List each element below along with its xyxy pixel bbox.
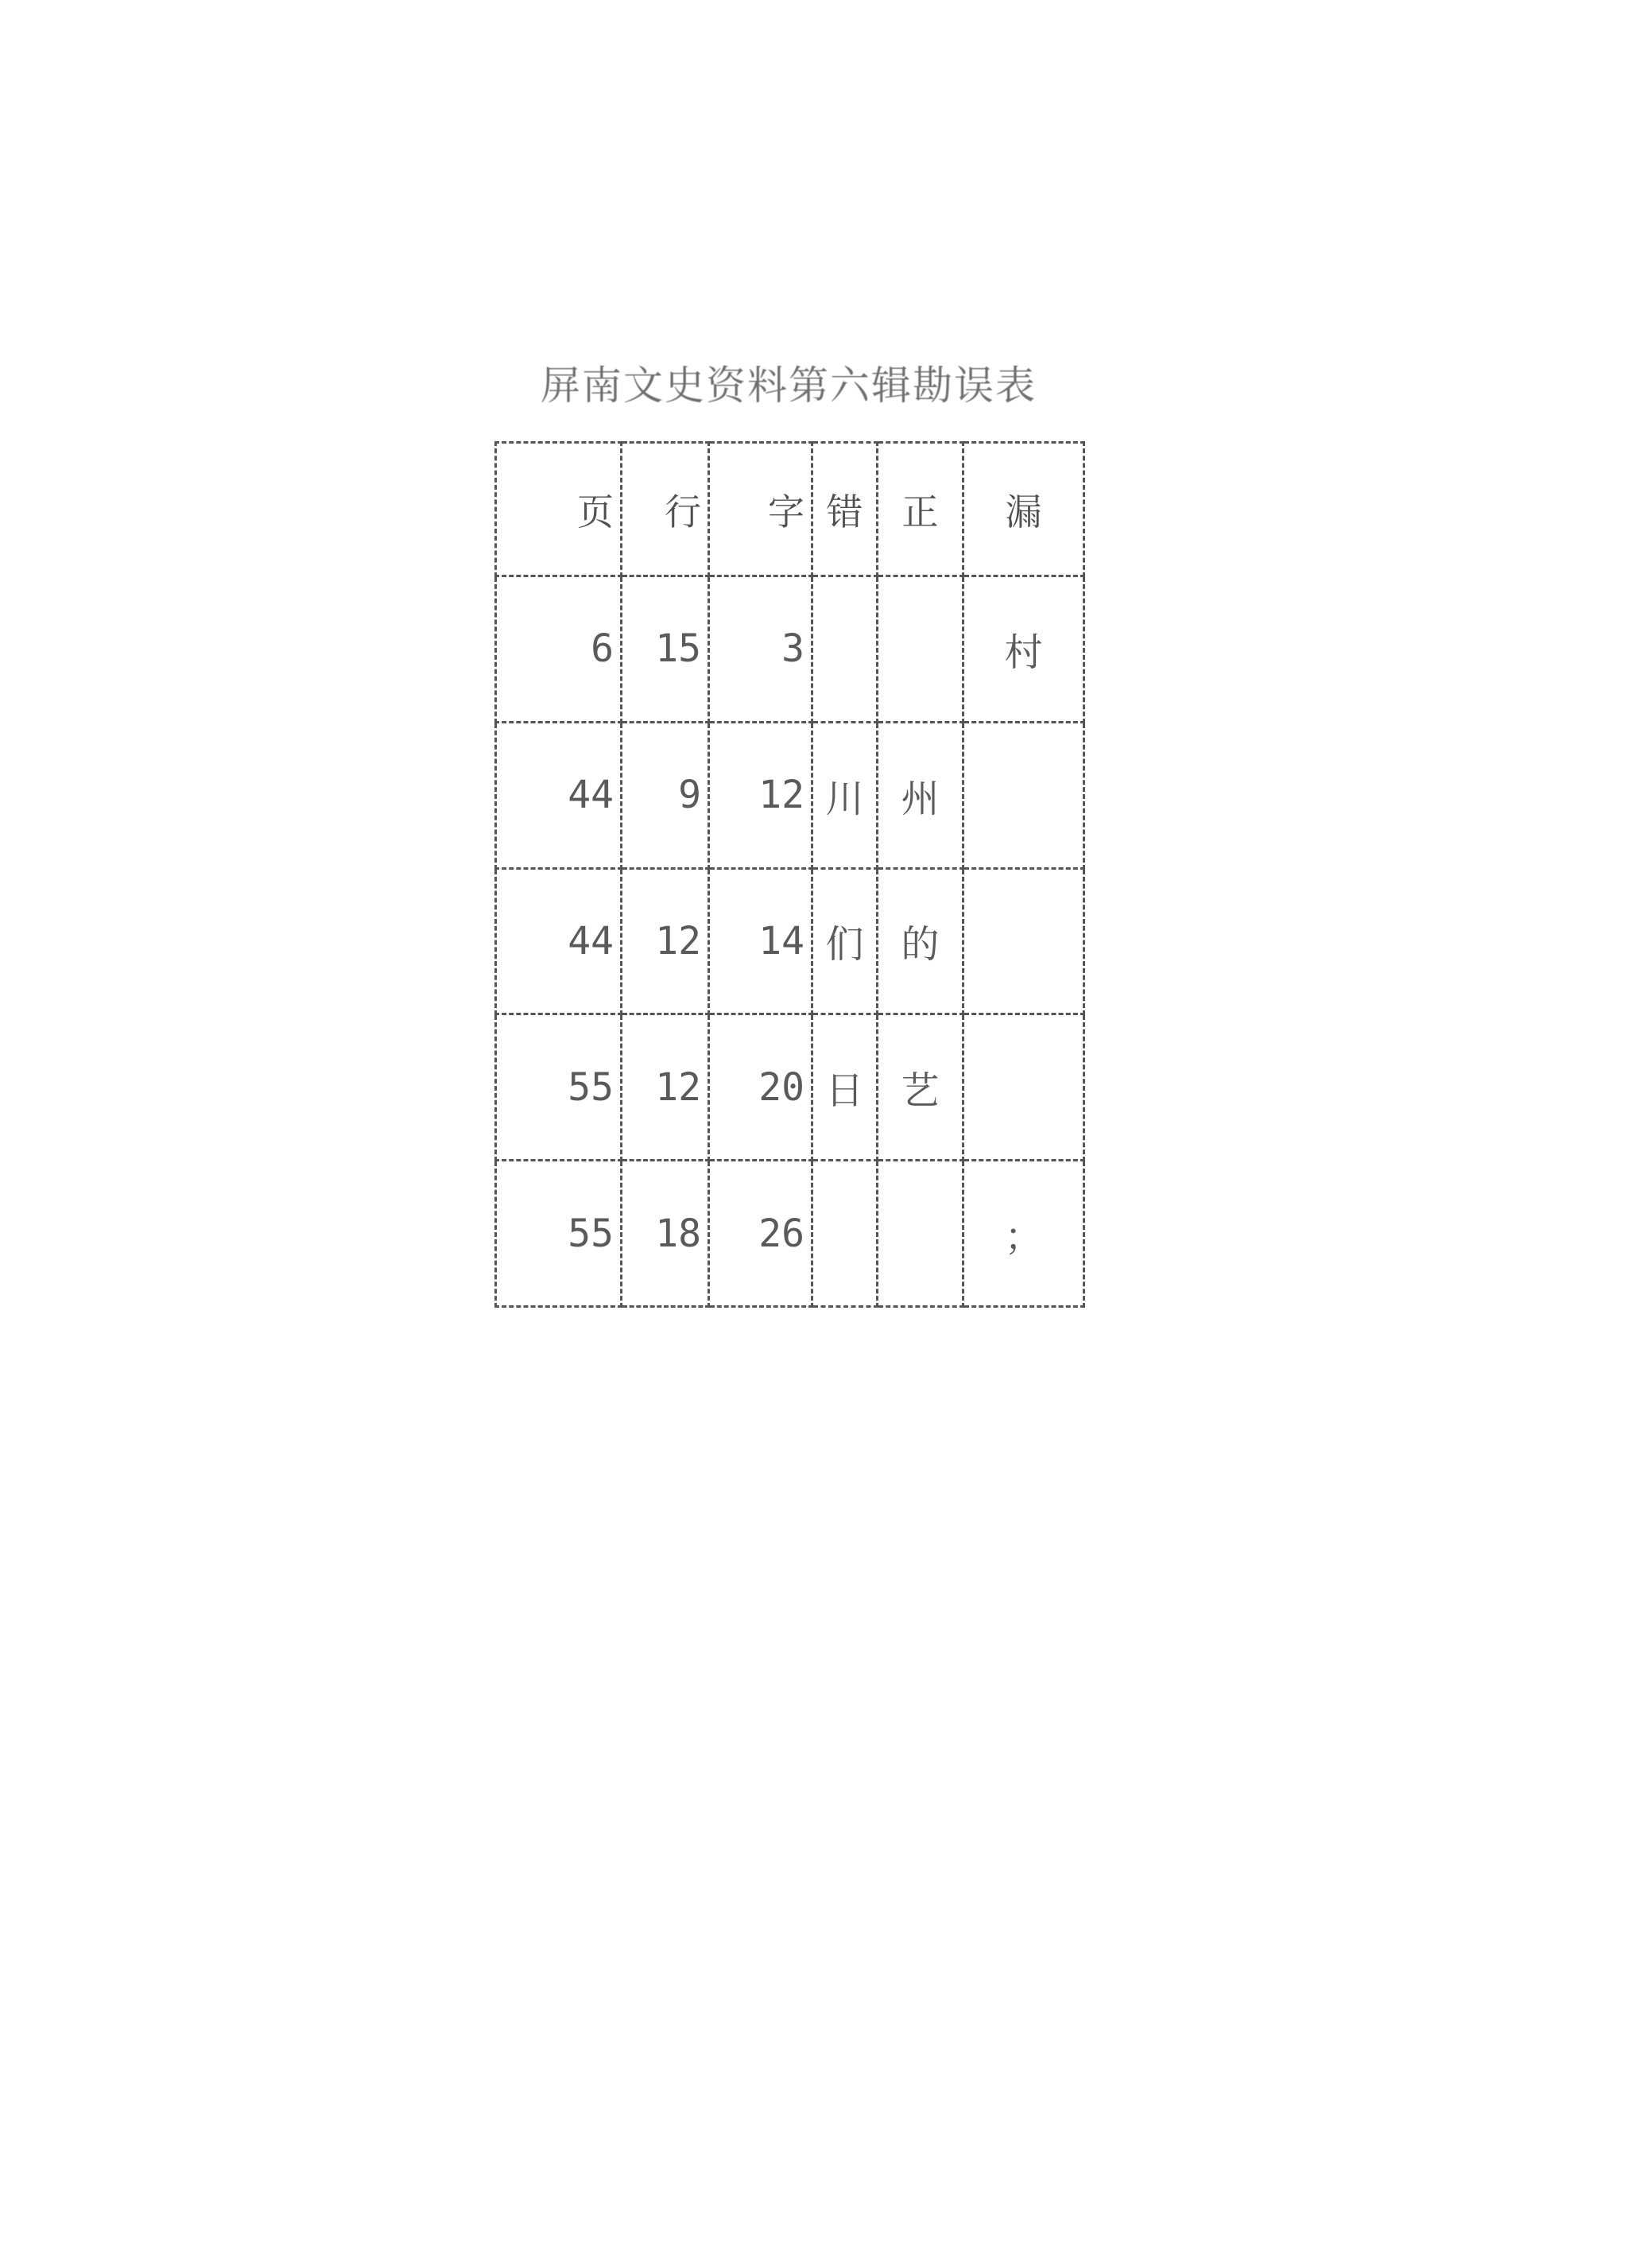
cell-char: 20	[709, 1014, 812, 1161]
header-missing: 漏	[963, 443, 1084, 576]
cell-line: 9	[622, 722, 709, 868]
cell-correct	[878, 1161, 963, 1307]
cell-wrong	[812, 1161, 878, 1307]
header-page: 页	[496, 443, 622, 576]
cell-missing	[963, 1014, 1084, 1161]
header-correct: 正	[878, 443, 963, 576]
cell-correct: 艺	[878, 1014, 963, 1161]
cell-page: 6	[496, 576, 622, 723]
cell-line: 12	[622, 1014, 709, 1161]
table-row	[496, 1161, 1084, 1307]
cell-missing: ；	[963, 1161, 1084, 1307]
cell-line: 15	[622, 576, 709, 723]
cell-line: 18	[622, 1161, 709, 1307]
cell-page: 55	[496, 1161, 622, 1307]
cell-wrong: 们	[812, 868, 878, 1014]
cell-char: 26	[709, 1161, 812, 1307]
cell-char: 14	[709, 868, 812, 1014]
cell-missing: 村	[963, 576, 1084, 723]
header-char: 字	[709, 443, 812, 576]
cell-correct: 州	[878, 722, 963, 868]
cell-line: 12	[622, 868, 709, 1014]
errata-table	[494, 441, 1085, 1308]
table-row	[496, 722, 1084, 868]
errata-table-container	[494, 441, 1083, 1308]
header-line: 行	[622, 443, 709, 576]
cell-missing	[963, 868, 1084, 1014]
cell-page: 55	[496, 1014, 622, 1161]
cell-missing	[963, 722, 1084, 868]
table-row	[496, 868, 1084, 1014]
cell-char: 3	[709, 576, 812, 723]
cell-page: 44	[496, 722, 622, 868]
cell-correct: 的	[878, 868, 963, 1014]
cell-page: 44	[496, 868, 622, 1014]
cell-char: 12	[709, 722, 812, 868]
table-header-row	[496, 443, 1084, 576]
header-wrong: 错	[812, 443, 878, 576]
cell-wrong	[812, 576, 878, 723]
cell-wrong: 川	[812, 722, 878, 868]
table-row	[496, 576, 1084, 723]
cell-wrong: 日	[812, 1014, 878, 1161]
cell-correct	[878, 576, 963, 723]
table-row	[496, 1014, 1084, 1161]
document-title: 屏南文史资料第六辑勘误表	[541, 362, 1037, 409]
